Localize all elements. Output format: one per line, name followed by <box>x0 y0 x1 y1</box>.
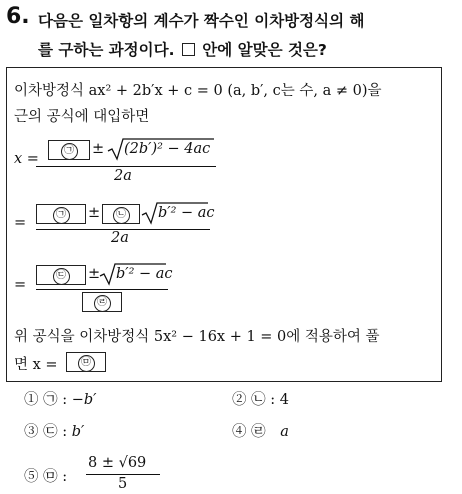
option-2-value: 4 <box>279 392 289 408</box>
box-line1: 이차방정식 ax² + 2b′x + c = 0 (a, b′, c는 수, a ≠ 0)을 <box>14 83 382 99</box>
option-4-key: ㉣ <box>251 424 266 440</box>
option-3-key: ㉢ <box>43 424 58 440</box>
option-3-value: b′ <box>71 424 85 440</box>
box-line-last1: 위 공식을 이차방정식 5x² − 16x + 1 = 0에 적용하여 풀 <box>14 329 380 345</box>
option-1-key: ㉠ <box>43 392 58 408</box>
option-2-key: ㉡ <box>251 392 266 408</box>
plus-minus-2: ± <box>88 205 101 221</box>
option-3-number: ③ <box>24 424 39 440</box>
fraction1-radicand: (2b′)² − 4ac <box>124 141 211 157</box>
box-line2: 근의 공식에 대입하면 <box>14 109 150 125</box>
option-2-number: ② <box>232 392 247 408</box>
option-5-numerator: 8 ± √69 <box>88 455 147 471</box>
blank-a-box-2 <box>36 203 86 224</box>
blank-a-label-2: ㉠ <box>53 207 70 224</box>
option-5-denominator: 5 <box>118 476 128 492</box>
equals-2: = <box>14 215 27 231</box>
option-2[interactable] <box>232 388 289 409</box>
blank-d-label: ㉣ <box>94 295 111 312</box>
blank-e-box <box>66 351 106 372</box>
blank-square-icon <box>182 43 195 56</box>
option-3[interactable] <box>24 420 84 441</box>
blank-c-box <box>36 264 86 285</box>
option-4[interactable] <box>232 420 289 441</box>
question-text-line2-a: 를 구하는 과정이다. <box>38 41 175 59</box>
option-5-fraction-bar <box>86 474 160 475</box>
question-text-line2-b: 안에 알맞은 것은? <box>202 41 327 59</box>
option-1-sep: : <box>62 392 68 408</box>
option-5-sep: : <box>62 469 68 485</box>
option-1-value: −b′ <box>71 392 97 408</box>
fraction1-denominator: 2a <box>114 168 132 184</box>
blank-d-box <box>82 291 122 312</box>
fraction2-radicand: b′² − ac <box>158 205 215 221</box>
question-number: 6. <box>6 4 30 29</box>
question-text-line1: 다음은 일차항의 계수가 짝수인 이차방정식의 해 <box>38 12 365 30</box>
option-3-sep: : <box>62 424 68 440</box>
fraction3-radicand: b′² − ac <box>116 266 173 282</box>
fraction1-bar <box>36 166 216 167</box>
blank-a-box <box>48 139 90 160</box>
plus-minus-1: ± <box>92 141 105 157</box>
question-text-line2 <box>38 38 327 60</box>
fraction3-bar <box>36 289 168 290</box>
option-2-sep: : <box>270 392 276 408</box>
blank-e-label: ㉤ <box>78 355 95 372</box>
blank-a-label: ㉠ <box>61 143 78 160</box>
option-1[interactable] <box>24 388 96 409</box>
blank-c-label: ㉢ <box>53 268 70 285</box>
option-4-value: a <box>280 424 289 440</box>
option-5-number: ⑤ <box>24 469 39 485</box>
box-line-last2: 면 x = <box>14 357 58 373</box>
option-5[interactable] <box>24 465 67 486</box>
x-equals: x = <box>14 151 39 167</box>
blank-b-label: ㉡ <box>113 207 130 224</box>
option-5-key: ㉤ <box>43 469 58 485</box>
option-4-number: ④ <box>232 424 247 440</box>
option-1-number: ① <box>24 392 39 408</box>
fraction2-denominator: 2a <box>111 230 129 246</box>
plus-minus-3: ± <box>88 266 101 282</box>
equals-3: = <box>14 277 27 293</box>
blank-b-box <box>102 203 140 224</box>
